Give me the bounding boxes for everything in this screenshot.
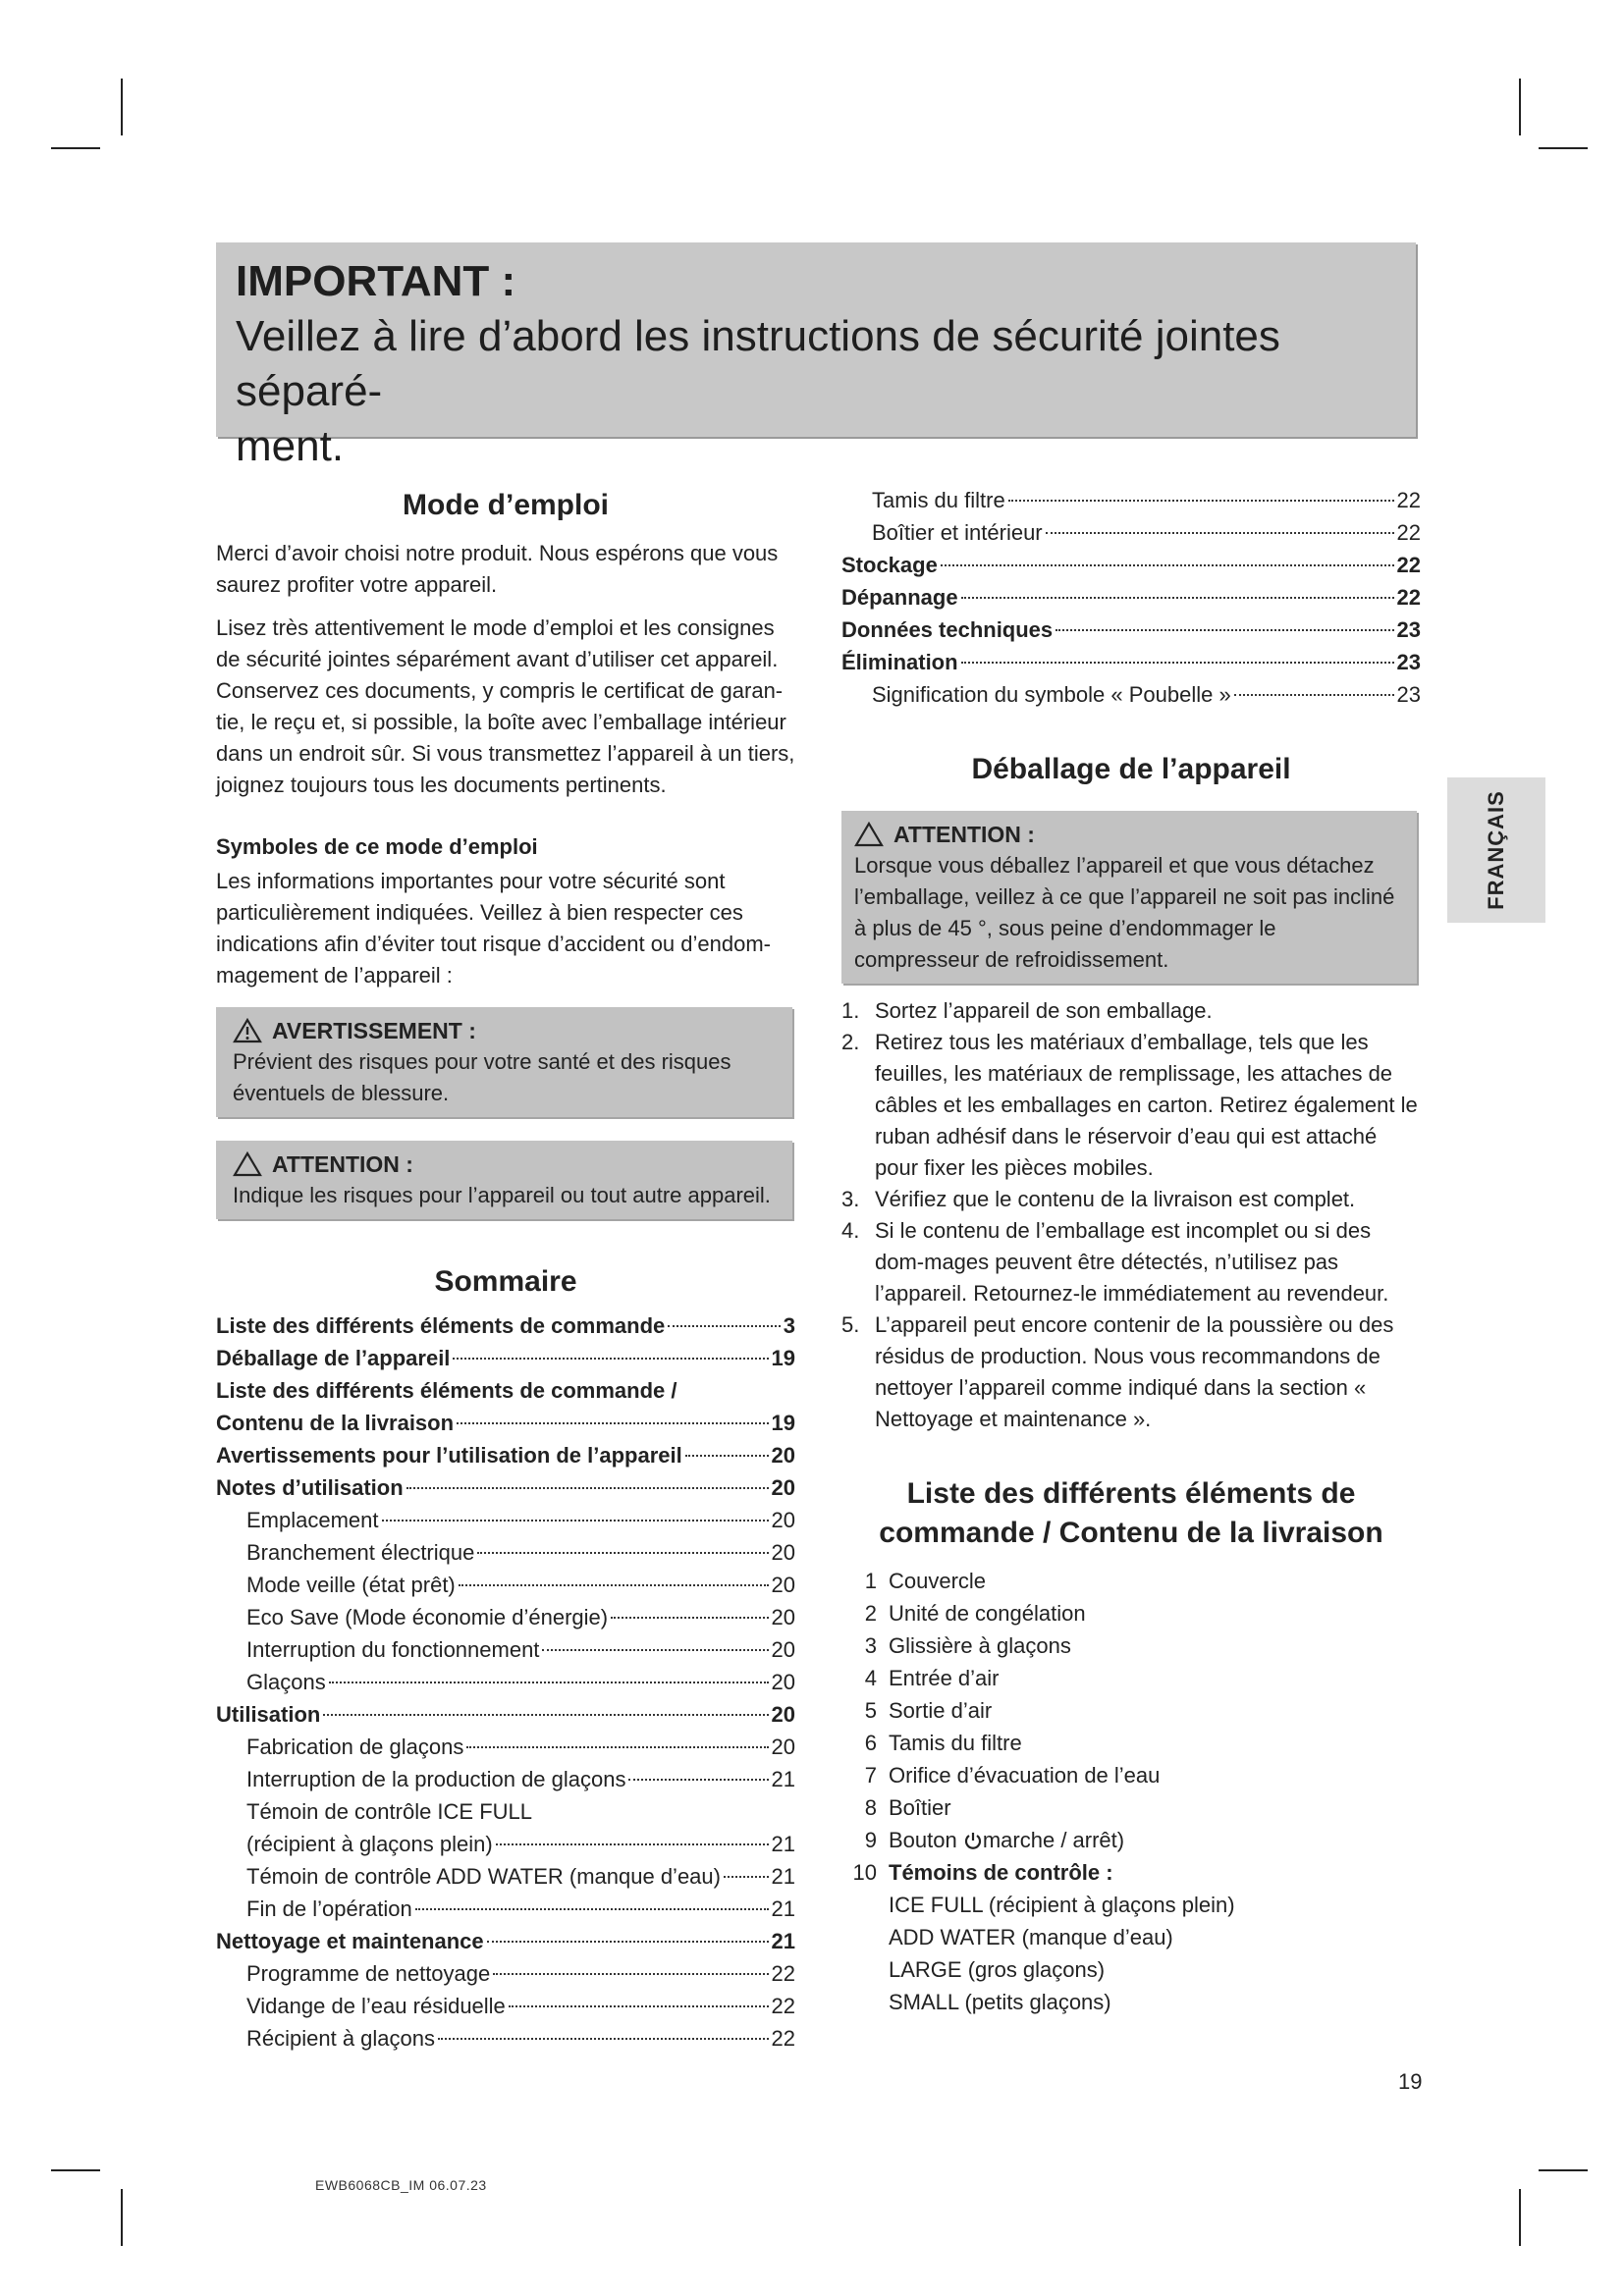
item-text: Orifice d’évacuation de l’eau xyxy=(889,1763,1161,1788)
toc-leader-dots xyxy=(329,1682,769,1683)
caution-title: ATTENTION : xyxy=(272,1151,413,1177)
indicator-item: SMALL (petits glaçons) xyxy=(889,1990,1111,2014)
toc-entry-label: Utilisation xyxy=(216,1702,321,1727)
toc-leader-dots xyxy=(457,1422,768,1424)
toc-entry xyxy=(216,1504,795,1536)
crop-mark xyxy=(1519,79,1521,135)
caution-box xyxy=(216,1141,792,1219)
toc-entry-label: Stockage xyxy=(841,553,938,577)
power-icon xyxy=(963,1831,983,1850)
step-item xyxy=(841,1215,1421,1309)
deballage-heading: Déballage de l’appareil xyxy=(971,753,1291,785)
important-banner xyxy=(216,242,1416,470)
indicator-item: LARGE (gros glaçons) xyxy=(889,1957,1106,1982)
step-text: Vérifiez que le contenu de la livraison est complet. xyxy=(875,1187,1356,1211)
deballage-caution-text: Lorsque vous déballez l’appareil et que vous détachez l’emballage, veillez à ce que l’appareil ne soit pas incliné à plus de 45 °, sous peine d’endommager le compresseur de refroidissement. xyxy=(854,853,1395,972)
item-number: 10 xyxy=(852,1860,877,1885)
item-text: Couvercle xyxy=(889,1569,987,1593)
toc-leader-dots xyxy=(493,1973,768,1975)
crop-mark xyxy=(1539,147,1588,149)
item-text: Entrée d’air xyxy=(889,1666,1000,1690)
toc-entry-page: 22 xyxy=(771,2026,795,2051)
toc-leader-dots xyxy=(487,1941,769,1943)
toc-entry-page: 23 xyxy=(1396,617,1421,642)
toc-entry xyxy=(216,1990,795,2022)
toc-leader-dots xyxy=(415,1908,769,1910)
toc-entry-page: 19 xyxy=(771,1411,795,1435)
toc-entry-label: Tamis du filtre xyxy=(872,488,1005,512)
toc-entry-label: Programme de nettoyage xyxy=(246,1961,491,1986)
toc-leader-dots xyxy=(438,2038,769,2040)
toc-leader-dots xyxy=(1046,532,1394,534)
left-column xyxy=(216,486,795,2055)
step-number: 2. xyxy=(841,1030,860,1054)
warning-box xyxy=(216,1007,792,1117)
toc-entry xyxy=(216,1439,795,1471)
toc-entry-label: Emplacement xyxy=(246,1508,379,1532)
step-number: 3. xyxy=(841,1187,860,1211)
toc-entry xyxy=(216,1309,795,1342)
toc-entry-page: 22 xyxy=(771,1961,795,1986)
crop-mark xyxy=(51,147,100,149)
toc-entry-label: Branchement électrique xyxy=(246,1540,475,1565)
toc-entry xyxy=(216,2022,795,2055)
list-item xyxy=(841,1662,1421,1694)
caution-icon xyxy=(854,822,884,847)
crop-mark xyxy=(1539,2169,1588,2171)
toc-leader-dots xyxy=(685,1455,769,1457)
caution-text: Indique les risques pour l’appareil ou tout autre appareil. xyxy=(233,1183,771,1207)
mode-emploi-heading: Mode d’emploi xyxy=(403,489,609,521)
item-text: Sortie d’air xyxy=(889,1698,993,1723)
item-number: 2 xyxy=(864,1601,877,1626)
toc-entry-label: Eco Save (Mode économie d’énergie) xyxy=(246,1605,609,1629)
warning-title: AVERTISSEMENT : xyxy=(272,1018,476,1043)
toc-entry-label: Boîtier et intérieur xyxy=(872,520,1043,545)
item-number: 9 xyxy=(864,1828,877,1852)
list-item xyxy=(841,1565,1421,1597)
toc-entry-page: 20 xyxy=(771,1443,795,1468)
deballage-caution-title: ATTENTION : xyxy=(893,822,1035,847)
toc-leader-dots xyxy=(453,1358,768,1360)
list-item xyxy=(841,1727,1421,1759)
crop-mark xyxy=(121,79,123,135)
step-number: 5. xyxy=(841,1312,860,1337)
toc-entry xyxy=(216,1536,795,1569)
toc-entry xyxy=(216,1471,795,1504)
item-text: Boîtier xyxy=(889,1795,951,1820)
warning-text: Prévient des risques pour votre santé et des risques éventuels de blessure. xyxy=(233,1049,731,1105)
warning-icon xyxy=(233,1018,262,1043)
toc-entry-label: Récipient à glaçons xyxy=(246,2026,436,2051)
language-label: FRANÇAIS xyxy=(1484,790,1509,910)
toc-entry xyxy=(216,1957,795,1990)
toc-entry-label: (récipient à glaçons plein) xyxy=(246,1832,493,1856)
toc-entry-page: 22 xyxy=(1396,585,1421,610)
toc-left xyxy=(216,1309,795,2055)
intro-paragraph: Merci d’avoir choisi notre produit. Nous espérons que vous saurez profiter votre appareil. xyxy=(216,541,779,597)
symbols-heading: Symboles de ce mode d’emploi xyxy=(216,834,538,859)
item-number: 7 xyxy=(864,1763,877,1788)
toc-entry xyxy=(841,614,1421,646)
item-text: Tamis du filtre xyxy=(889,1731,1022,1755)
toc-entry xyxy=(841,516,1421,549)
toc-leader-dots xyxy=(961,597,1394,599)
item-number: 1 xyxy=(864,1569,877,1593)
toc-entry xyxy=(841,581,1421,614)
toc-entry xyxy=(216,1569,795,1601)
toc-entry-page: 21 xyxy=(771,1767,795,1791)
step-text: Si le contenu de l’emballage est incomplet ou si des dom-mages peuvent être détectés, n’utilisez pas l’appareil. Retournez-le immédiatement au revendeur. xyxy=(875,1218,1389,1306)
toc-leader-dots xyxy=(611,1617,768,1619)
toc-entry-label: Fin de l’opération xyxy=(246,1896,412,1921)
toc-entry-page: 22 xyxy=(1396,553,1421,577)
liste-heading-block xyxy=(841,1474,1421,1553)
toc-entry xyxy=(216,1828,795,1860)
toc-entry-page: 21 xyxy=(771,1929,795,1953)
step-item xyxy=(841,1184,1421,1215)
list-item xyxy=(841,1824,1421,1856)
toc-entry xyxy=(216,1666,795,1698)
indicator-item: ICE FULL (récipient à glaçons plein) xyxy=(889,1893,1235,1917)
toc-entry-page: 20 xyxy=(771,1670,795,1694)
toc-leader-dots xyxy=(941,564,1394,566)
sommaire-heading: Sommaire xyxy=(434,1265,577,1298)
toc-leader-dots xyxy=(382,1520,769,1522)
indicator-list xyxy=(841,1889,1421,2018)
toc-entry-page: 22 xyxy=(1396,520,1421,545)
toc-entry xyxy=(216,1893,795,1925)
unpacking-steps xyxy=(841,995,1421,1435)
crop-mark xyxy=(121,2189,123,2246)
step-item xyxy=(841,995,1421,1027)
banner-line: Veillez à lire d’abord les instructions de sécurité jointes séparé- xyxy=(236,312,1280,415)
toc-entry-page: 20 xyxy=(771,1475,795,1500)
toc-entry xyxy=(216,1633,795,1666)
toc-leader-dots xyxy=(509,2005,769,2007)
toc-entry xyxy=(216,1795,795,1828)
toc-leader-dots xyxy=(496,1843,769,1845)
toc-entry-label: Glaçons xyxy=(246,1670,326,1694)
toc-entry xyxy=(216,1763,795,1795)
toc-entry xyxy=(841,646,1421,678)
item-number: 5 xyxy=(864,1698,877,1723)
deballage-caution-box xyxy=(841,811,1417,984)
indicator-item: ADD WATER (manque d’eau) xyxy=(889,1925,1173,1949)
toc-entry-page: 20 xyxy=(771,1735,795,1759)
toc-entry-label: Nettoyage et maintenance xyxy=(216,1929,484,1953)
toc-leader-dots xyxy=(668,1325,780,1327)
banner-title: IMPORTANT : xyxy=(236,257,516,305)
item-number: 3 xyxy=(864,1633,877,1658)
step-text: Retirez tous les matériaux d’emballage, tels que les feuilles, les matériaux de remplissage, les attaches de câbles et les emballages en carton. Retirez également le ruban adhésif dans le réservoir d’eau qui est attaché pour fixer les pièces mobiles. xyxy=(875,1030,1418,1180)
toc-leader-dots xyxy=(628,1779,768,1781)
footer-code: EWB6068CB_IM 06.07.23 xyxy=(315,2177,487,2193)
toc-entry-page: 20 xyxy=(771,1605,795,1629)
parts-list-tail xyxy=(841,1824,1421,2018)
toc-entry xyxy=(216,1731,795,1763)
toc-entry-page: 22 xyxy=(771,1994,795,2018)
toc-entry-label: Données techniques xyxy=(841,617,1054,642)
toc-entry-page: 20 xyxy=(771,1540,795,1565)
toc-entry xyxy=(216,1407,795,1439)
page-number: 19 xyxy=(1398,2069,1423,2094)
item-text: Unité de congélation xyxy=(889,1601,1086,1626)
step-number: 1. xyxy=(841,998,860,1023)
toc-entry xyxy=(216,1698,795,1731)
toc-entry-label: Liste des différents éléments de commande / xyxy=(216,1378,677,1403)
toc-entry-label: Interruption du fonctionnement xyxy=(246,1637,540,1662)
item-text: Bouton marche / arrêt) xyxy=(889,1828,1125,1852)
toc-entry-page: 3 xyxy=(783,1313,795,1338)
toc-entry-label: Dépannage xyxy=(841,585,958,610)
list-item xyxy=(841,1856,1421,1889)
toc-entry xyxy=(841,678,1421,711)
right-column xyxy=(841,484,1421,2018)
toc-leader-dots xyxy=(1234,694,1394,696)
toc-entry-page: 19 xyxy=(771,1346,795,1370)
toc-entry-label: Déballage de l’appareil xyxy=(216,1346,451,1370)
toc-entry-page: 20 xyxy=(771,1702,795,1727)
toc-right xyxy=(841,484,1421,711)
toc-entry-label: Fabrication de glaçons xyxy=(246,1735,464,1759)
toc-entry-label: Liste des différents éléments de commande xyxy=(216,1313,666,1338)
toc-entry xyxy=(216,1860,795,1893)
item-text: Témoins de contrôle : xyxy=(889,1860,1113,1885)
step-item xyxy=(841,1027,1421,1184)
toc-leader-dots xyxy=(323,1714,768,1716)
toc-leader-dots xyxy=(724,1876,769,1878)
item-number: 8 xyxy=(864,1795,877,1820)
toc-entry-label: Mode veille (état prêt) xyxy=(246,1573,456,1597)
list-item xyxy=(841,1597,1421,1629)
toc-entry-page: 21 xyxy=(771,1896,795,1921)
toc-leader-dots xyxy=(477,1552,768,1554)
toc-entry-label: Notes d’utilisation xyxy=(216,1475,404,1500)
step-text: L’appareil peut encore contenir de la poussière ou des résidus de production. Nous vous recommandons de nettoyer l’appareil comme indiqué dans la section « Nettoyage et maintenance ». xyxy=(875,1312,1394,1431)
item-number: 4 xyxy=(864,1666,877,1690)
list-item xyxy=(841,1791,1421,1824)
toc-entry-page: 20 xyxy=(771,1573,795,1597)
toc-leader-dots xyxy=(542,1649,768,1651)
toc-entry xyxy=(841,484,1421,516)
step-text: Sortez l’appareil de son emballage. xyxy=(875,998,1213,1023)
toc-entry-label: Témoin de contrôle ADD WATER (manque d’eau) xyxy=(246,1864,721,1889)
toc-entry xyxy=(216,1601,795,1633)
symbols-paragraph: Les informations importantes pour votre sécurité sont particulièrement indiquées. Veillez à bien respecter ces indications afin d’éviter tout risque d’accident ou d’endom-magement de l’appareil : xyxy=(216,869,771,988)
toc-entry xyxy=(216,1925,795,1957)
toc-entry xyxy=(841,549,1421,581)
toc-entry-label: Contenu de la livraison xyxy=(216,1411,455,1435)
toc-entry-page: 21 xyxy=(771,1864,795,1889)
liste-heading: Liste des différents éléments de xyxy=(906,1477,1356,1510)
toc-entry-page: 22 xyxy=(1396,488,1421,512)
toc-leader-dots xyxy=(466,1746,768,1748)
toc-leader-dots xyxy=(459,1584,769,1586)
toc-entry-page: 20 xyxy=(771,1637,795,1662)
toc-entry-page: 21 xyxy=(771,1832,795,1856)
crop-mark xyxy=(51,2169,100,2171)
step-number: 4. xyxy=(841,1218,860,1243)
toc-entry-label: Avertissements pour l’utilisation de l’appareil xyxy=(216,1443,682,1468)
banner-line: ment. xyxy=(236,422,345,470)
toc-leader-dots xyxy=(406,1487,769,1489)
item-text: Glissière à glaçons xyxy=(889,1633,1071,1658)
item-number: 6 xyxy=(864,1731,877,1755)
toc-entry-label: Vidange de l’eau résiduelle xyxy=(246,1994,506,2018)
toc-entry-label: Élimination xyxy=(841,650,958,674)
toc-leader-dots xyxy=(1056,629,1393,631)
parts-list xyxy=(841,1565,1421,1824)
toc-leader-dots xyxy=(961,662,1394,664)
crop-mark xyxy=(1519,2189,1521,2246)
toc-entry-label: Témoin de contrôle ICE FULL xyxy=(246,1799,533,1824)
liste-heading: commande / Contenu de la livraison xyxy=(879,1517,1383,1549)
instructions-paragraph: Lisez très attentivement le mode d’emploi et les consignes de sécurité jointes séparément avant d’utiliser cet appareil. Conservez ces documents, y compris le certificat de garan-tie, le reçu et, si possible, la boîte avec l’emballage intérieur dans un endroit sûr. Si vous transmettez l’appareil à un tiers, joignez toujours tous les documents pertinents. xyxy=(216,615,795,797)
toc-entry-page: 23 xyxy=(1396,650,1421,674)
toc-entry-label: Signification du symbole « Poubelle » xyxy=(872,682,1231,707)
toc-entry-page: 20 xyxy=(771,1508,795,1532)
list-item xyxy=(841,1629,1421,1662)
toc-entry-label: Interruption de la production de glaçons xyxy=(246,1767,626,1791)
language-tab xyxy=(1447,777,1545,923)
toc-leader-dots xyxy=(1008,500,1394,502)
caution-icon xyxy=(233,1151,262,1177)
step-item xyxy=(841,1309,1421,1435)
toc-entry xyxy=(216,1342,795,1374)
toc-entry-page: 23 xyxy=(1396,682,1421,707)
toc-entry xyxy=(216,1374,795,1407)
list-item xyxy=(841,1759,1421,1791)
list-item xyxy=(841,1694,1421,1727)
